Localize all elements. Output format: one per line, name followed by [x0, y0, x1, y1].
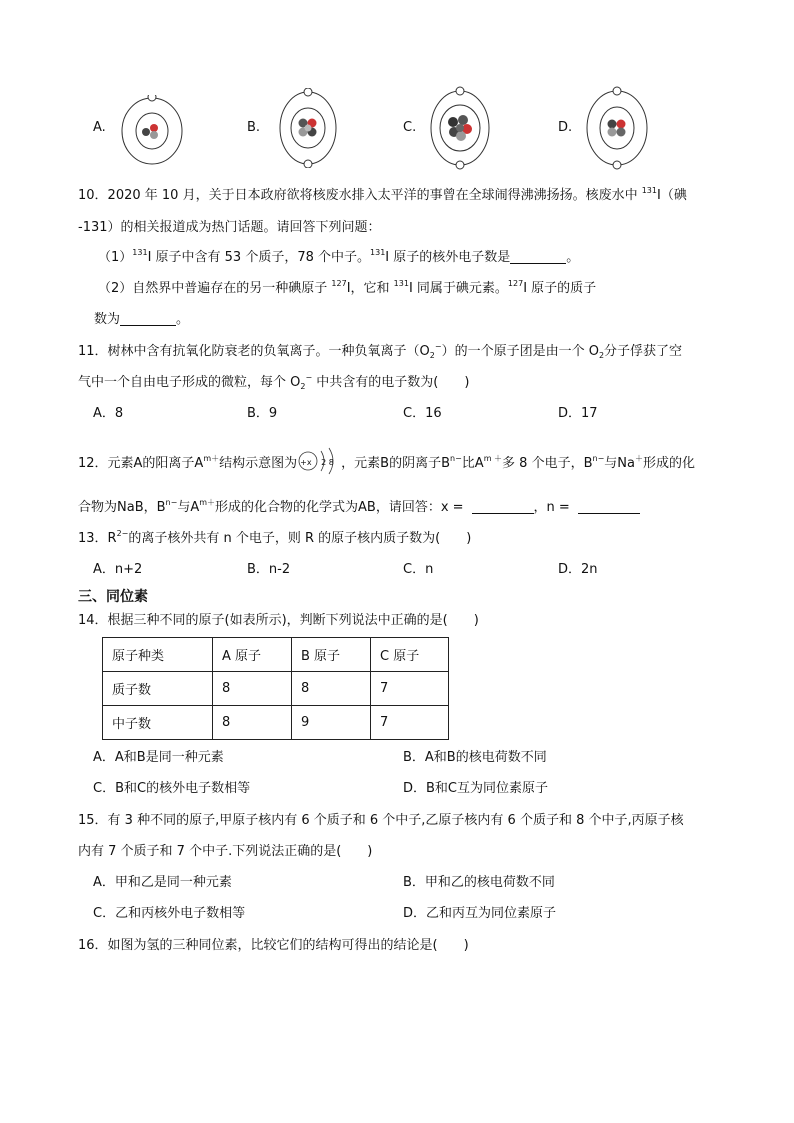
- table-cell: 7: [371, 672, 449, 706]
- q11-text-c: 分子俘获了空: [604, 344, 683, 359]
- q13-option-a[interactable]: A．n+2: [93, 562, 143, 577]
- q15-line-1: 15．有 3 种不同的原子,甲原子核内有 6 个质子和 6 个中子,乙原子核内有 6 个质子和 8 个中子,丙原子核: [78, 813, 684, 828]
- q10-sub2-sup3: 127: [507, 279, 524, 288]
- q12-line-2: [78, 498, 640, 518]
- q11-line-1: [78, 342, 682, 362]
- q12-text-f: 与Na: [604, 456, 635, 471]
- q10-sub1-sup: 131: [132, 248, 148, 257]
- q13-line: [78, 529, 471, 549]
- q15-option-b[interactable]: B．甲和乙的核电荷数不同: [403, 875, 555, 890]
- q11-ion-charge-2: −: [305, 373, 313, 382]
- q11-ion-sub-2: 2: [300, 382, 306, 391]
- table-cell: 8: [213, 672, 292, 706]
- table-header-cell: A 原子: [213, 638, 292, 672]
- q11-ion-symbol-2: O: [290, 375, 301, 390]
- q12-na-charge: ＋: [634, 454, 643, 463]
- q10-sub1-sup2: 131: [370, 248, 386, 257]
- q11-option-c[interactable]: C．16: [403, 406, 442, 421]
- q11-text-d: 气中一个自由电子形成的微粒，每个: [78, 375, 291, 390]
- q15-option-d[interactable]: D．乙和丙互为同位素原子: [403, 906, 557, 921]
- q12-n-answer-blank[interactable]: [578, 500, 640, 514]
- q10-sub2-line-2: [94, 310, 189, 330]
- q16-question: 16．如图为氢的三种同位素，比较它们的结构可得出的结论是( ): [78, 938, 469, 953]
- q12-ion-structure-diagram: [297, 452, 341, 472]
- q10-text: 10．2020 年 10 月，关于日本政府欲将核废水排入太平洋的事曾在全球闹得沸沸扬扬。核废水中: [78, 188, 642, 203]
- q9-option-d-label: D.: [558, 120, 573, 135]
- q12-text-b: 结构示意图为: [219, 456, 298, 471]
- q10-sub1-answer-blank[interactable]: [510, 250, 566, 264]
- table-cell: 8: [292, 672, 371, 706]
- q12-diagram-nucleus: +x: [300, 458, 312, 467]
- q10-sub2-text-b: I，它和: [346, 281, 394, 296]
- q15-option-a[interactable]: A．甲和乙是同一种元素: [93, 875, 232, 890]
- q12-b-charge-3: n−: [165, 498, 178, 507]
- q13-option-d[interactable]: D．2n: [558, 562, 598, 577]
- q9-option-a-label: A.: [93, 120, 106, 135]
- q10-sub1-text: I 原子中含有 53 个质子，78 个中子。: [147, 250, 371, 265]
- q12-text-i: 与A: [177, 500, 200, 515]
- table-cell: 中子数: [103, 706, 213, 740]
- q11-o2-sub: 2: [598, 351, 605, 360]
- q9-option-a-atom-diagram: [120, 95, 184, 167]
- q14-option-a[interactable]: A．A和B是同一种元素: [93, 750, 224, 765]
- q12-b-charge-2: n−: [592, 454, 605, 463]
- q11-option-b[interactable]: B．9: [247, 406, 278, 421]
- q10-sub2-text-a: （2）自然界中普遍存在的另一种碘原子: [98, 281, 332, 296]
- table-cell: 8: [213, 706, 292, 740]
- q12-a-charge-3: m＋: [199, 498, 216, 507]
- q11-ion-charge: −: [434, 342, 442, 351]
- q11-ion-sub: 2: [429, 351, 435, 360]
- table-header-cell: 原子种类: [103, 638, 213, 672]
- table-header-cell: C 原子: [371, 638, 449, 672]
- q15-option-c[interactable]: C．乙和丙核外电子数相等: [93, 906, 246, 921]
- q12-x-answer-blank[interactable]: [472, 500, 534, 514]
- q11-ion-formula-2: [290, 375, 312, 390]
- q9-option-b-atom-diagram: [276, 88, 340, 168]
- q12-a-charge: m＋: [203, 454, 220, 463]
- q9-option-c-label: C.: [403, 120, 417, 135]
- q11-ion-symbol: O: [419, 344, 430, 359]
- q10-sub2-sup: 127: [331, 279, 347, 288]
- q10-sub1: [98, 248, 579, 268]
- q13-r-charge: 2−: [116, 529, 129, 538]
- table-header-row: [103, 638, 449, 672]
- q12-text-h: 合物为NaB，B: [78, 500, 166, 515]
- q9-option-d-atom-diagram: [584, 86, 650, 170]
- q11-option-a[interactable]: A．8: [93, 406, 124, 421]
- q12-line-1: [78, 452, 695, 474]
- table-row: [103, 672, 449, 706]
- q10-mass-number: 131: [641, 186, 657, 195]
- q10-sub2-text-d: I 原子的质子: [523, 281, 597, 296]
- q14-option-c[interactable]: C．B和C的核外电子数相等: [93, 781, 251, 796]
- q10-sub2-question: 数为: [94, 312, 121, 327]
- q10-sub2-answer-blank[interactable]: [120, 312, 176, 326]
- q12-b-charge: n−: [450, 454, 462, 463]
- q9-option-b-label: B.: [247, 120, 261, 135]
- q11-ion-formula: [420, 344, 442, 359]
- q10-sub2-end: 。: [176, 312, 190, 327]
- q11-text-e: 中共含有的电子数为( ): [312, 375, 470, 390]
- q12-diagram-shell-electrons: 2 8: [321, 458, 334, 467]
- q11-text-b: ）的一个原子团是由一个 O: [441, 344, 599, 359]
- table-header-cell: B 原子: [292, 638, 371, 672]
- q10-text-end: I（碘: [656, 188, 687, 203]
- q14-option-d[interactable]: D．B和C互为同位素原子: [403, 781, 549, 796]
- q10-sub2-text-c: I 同属于碘元素。: [408, 281, 508, 296]
- q13-option-b[interactable]: B．n-2: [247, 562, 291, 577]
- table-row: [103, 706, 449, 740]
- q10-sub1-num: （1）: [98, 250, 133, 265]
- q12-text-e: 多 8 个电子，B: [502, 456, 593, 471]
- q10-sub1-end: 。: [566, 250, 580, 265]
- q12-a-charge-2: m ＋: [483, 454, 503, 463]
- q10-sub1-question: I 原子的核外电子数是: [385, 250, 511, 265]
- q9-option-c-atom-diagram: [428, 86, 492, 170]
- q12-text-a: 12．元素A的阳离子A: [78, 456, 204, 471]
- q12-text-d: 比A: [461, 456, 484, 471]
- q12-text-g: 形成的化: [642, 456, 695, 471]
- q12-text-k: ，n =: [533, 500, 570, 515]
- table-cell: 9: [292, 706, 371, 740]
- q10-line-1: [78, 186, 687, 206]
- q15-line-2: 内有 7 个质子和 7 个中子.下列说法正确的是( ): [78, 844, 373, 859]
- q14-option-b[interactable]: B．A和B的核电荷数不同: [403, 750, 547, 765]
- q11-option-d[interactable]: D．17: [558, 406, 598, 421]
- q10-sub2: [98, 279, 596, 299]
- q13-option-c[interactable]: C．n: [403, 562, 434, 577]
- q14-question: 14．根据三种不同的原子(如表所示)，判断下列说法中正确的是( ): [78, 613, 479, 628]
- section-3-title: 三、同位素: [78, 589, 148, 605]
- q13-text-a: 13．R: [78, 531, 117, 546]
- q13-text-b: 的离子核外共有 n 个电子，则 R 的原子核内质子数为( ): [128, 531, 472, 546]
- q10-sub2-sup2: 131: [393, 279, 409, 288]
- q11-line-2: [78, 373, 469, 393]
- q12-text-j: 形成的化合物的化学式为AB，请回答：x =: [215, 500, 464, 515]
- q12-text-c: ，元素B的阴离子B: [341, 456, 450, 471]
- table-cell: 质子数: [103, 672, 213, 706]
- q10-line-2: -131）的相关报道成为热门话题。请回答下列问题：: [78, 220, 381, 235]
- q14-atoms-table: [102, 637, 449, 740]
- table-cell: 7: [371, 706, 449, 740]
- q11-text-a: 11．树林中含有抗氧化防衰老的负氧离子。一种负氧离子（: [78, 344, 420, 359]
